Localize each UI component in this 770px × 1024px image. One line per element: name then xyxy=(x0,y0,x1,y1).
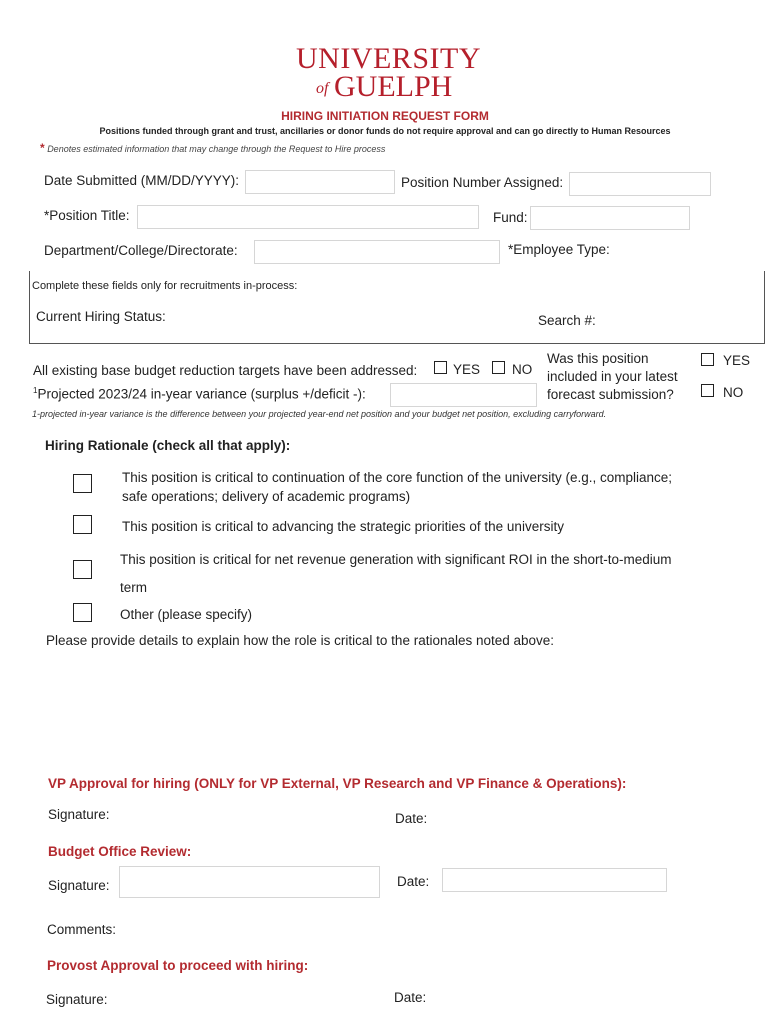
asterisk: * xyxy=(40,141,45,155)
rationale-core-line1: This position is critical to continuation of the core function of the university (e.g., compliance; xyxy=(122,470,673,485)
variance-footnote: 1-projected in-year variance is the difference between your projected year-end net position and your budget net position, excluding carryforward. xyxy=(32,409,607,419)
form-note xyxy=(40,141,385,155)
reduction-yes-checkbox[interactable] xyxy=(434,361,447,374)
rationale-revenue-line2: term xyxy=(120,580,147,595)
comments-label: Comments: xyxy=(47,922,117,937)
budget-signature-field[interactable] xyxy=(119,866,380,898)
form-subtitle: Positions funded through grant and trust, ancillaries or donor funds do not require approval and can go directly to Human Resources xyxy=(99,126,671,136)
forecast-yes-checkbox[interactable] xyxy=(701,353,714,366)
reduction-question: All existing base budget reduction targets have been addressed: xyxy=(33,363,418,378)
reduction-no-label: NO xyxy=(512,362,533,377)
variance-text: Projected 2023/24 in-year variance (surplus +/deficit -): xyxy=(37,386,366,402)
fund-field[interactable] xyxy=(530,206,690,230)
budget-date-label: Date: xyxy=(397,874,430,889)
budget-date-field[interactable] xyxy=(442,868,667,892)
vp-signature-label: Signature: xyxy=(48,807,110,822)
position-number-label: Position Number Assigned: xyxy=(401,175,564,190)
note-text: Denotes estimated information that may change through the Request to Hire process xyxy=(47,144,386,154)
logo-of: of xyxy=(316,80,329,97)
employee-type-label: *Employee Type: xyxy=(508,242,610,257)
rationale-core-line2: safe operations; delivery of academic programs) xyxy=(122,489,411,504)
variance-field[interactable] xyxy=(390,383,537,407)
forecast-question-line1: Was this position xyxy=(547,351,649,366)
rationale-strategic-label: This position is critical to advancing the strategic priorities of the university xyxy=(122,519,564,534)
reduction-yes-label: YES xyxy=(453,362,481,377)
department-label: Department/College/Directorate: xyxy=(44,243,238,258)
vp-date-label: Date: xyxy=(395,811,428,826)
forecast-yes-label: YES xyxy=(723,353,751,368)
rationale-revenue-line1: This position is critical for net revenue generation with significant ROI in the short-to-medium xyxy=(120,552,672,567)
forecast-question-line2: included in your latest xyxy=(547,369,678,384)
position-number-field[interactable] xyxy=(569,172,711,196)
variance-label xyxy=(33,386,366,402)
forecast-no-label: NO xyxy=(723,385,744,400)
rationale-strategic-checkbox[interactable] xyxy=(73,515,92,534)
rationale-other-checkbox[interactable] xyxy=(73,603,92,622)
recruitment-intro: Complete these fields only for recruitments in-process: xyxy=(32,280,298,292)
provost-signature-label: Signature: xyxy=(46,992,108,1007)
provost-date-label: Date: xyxy=(394,990,427,1005)
reduction-no-checkbox[interactable] xyxy=(492,361,505,374)
date-submitted-field[interactable] xyxy=(245,170,395,194)
position-title-label: *Position Title: xyxy=(44,208,130,223)
rationale-heading: Hiring Rationale (check all that apply): xyxy=(45,438,291,453)
search-label: Search #: xyxy=(538,313,596,328)
budget-office-heading: Budget Office Review: xyxy=(48,844,192,859)
forecast-question-line3: forecast submission? xyxy=(547,387,674,402)
position-title-field[interactable] xyxy=(137,205,479,229)
forecast-no-checkbox[interactable] xyxy=(701,384,714,397)
variance-sup: 1 xyxy=(33,386,38,395)
logo-line2: GUELPH xyxy=(334,70,453,103)
date-submitted-label: Date Submitted (MM/DD/YYYY): xyxy=(44,173,240,188)
university-logo xyxy=(296,42,481,104)
rationale-other-label: Other (please specify) xyxy=(120,607,253,622)
form-title: HIRING INITIATION REQUEST FORM xyxy=(281,109,489,123)
hiring-status-label: Current Hiring Status: xyxy=(36,309,166,324)
fund-label: Fund: xyxy=(493,210,528,225)
department-field[interactable] xyxy=(254,240,500,264)
rationale-revenue-checkbox[interactable] xyxy=(73,560,92,579)
provost-approval-heading: Provost Approval to proceed with hiring: xyxy=(47,958,309,973)
logo-line1: UNIVERSITY xyxy=(296,42,481,75)
rationale-details-label: Please provide details to explain how the role is critical to the rationales noted above: xyxy=(46,633,555,648)
rationale-core-checkbox[interactable] xyxy=(73,474,92,493)
vp-approval-heading: VP Approval for hiring (ONLY for VP External, VP Research and VP Finance & Operations): xyxy=(48,776,627,791)
budget-signature-label: Signature: xyxy=(48,878,110,893)
